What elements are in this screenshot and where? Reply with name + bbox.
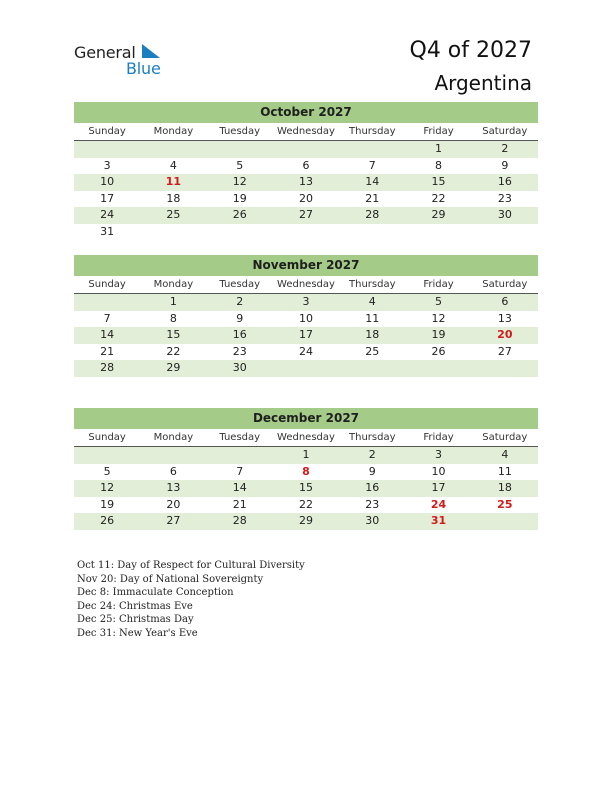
holiday-date-cell: 25 bbox=[497, 497, 513, 511]
date-cell bbox=[339, 141, 405, 158]
week-row bbox=[74, 344, 538, 361]
week-row bbox=[74, 294, 538, 311]
weekday-label: Thursday bbox=[349, 126, 396, 137]
date-cell: 30 bbox=[497, 208, 512, 222]
date-cell bbox=[74, 294, 140, 311]
brand-word-general: General bbox=[74, 43, 136, 62]
date-cell bbox=[74, 447, 140, 464]
date-cell: 14 bbox=[100, 328, 115, 342]
holiday-date-cell: 31 bbox=[430, 514, 447, 528]
date-cell: 30 bbox=[232, 361, 247, 375]
date-cell: 26 bbox=[232, 208, 247, 222]
date-cell: 7 bbox=[103, 311, 111, 325]
month-calendar bbox=[74, 408, 538, 530]
holiday-notes bbox=[77, 559, 305, 640]
date-cell: 27 bbox=[166, 514, 181, 528]
date-cell: 7 bbox=[236, 464, 244, 478]
date-cell: 2 bbox=[368, 448, 376, 461]
date-cell bbox=[405, 224, 471, 241]
date-cell: 7 bbox=[368, 158, 376, 172]
date-cell bbox=[140, 447, 206, 464]
date-cell: 14 bbox=[232, 481, 247, 495]
date-cell: 28 bbox=[232, 514, 247, 528]
month-title: December 2027 bbox=[74, 408, 538, 429]
date-cell: 11 bbox=[365, 311, 380, 325]
date-cell: 20 bbox=[298, 191, 313, 205]
date-cell: 21 bbox=[232, 497, 247, 511]
triangle-flag-icon bbox=[142, 44, 162, 60]
date-cell: 15 bbox=[298, 481, 313, 495]
date-cell: 16 bbox=[497, 175, 512, 189]
date-cell: 27 bbox=[298, 208, 313, 222]
holiday-date-cell: 11 bbox=[165, 175, 182, 189]
weekday-label: Friday bbox=[423, 279, 454, 290]
date-cell bbox=[207, 224, 273, 241]
weekday-header-row bbox=[74, 429, 538, 447]
month-weeks bbox=[74, 141, 538, 241]
brand-logo bbox=[74, 40, 174, 80]
date-cell: 15 bbox=[166, 328, 181, 342]
date-cell: 5 bbox=[435, 295, 443, 308]
date-cell: 9 bbox=[236, 311, 244, 325]
date-cell: 10 bbox=[100, 175, 115, 189]
date-cell: 10 bbox=[431, 464, 446, 478]
date-cell: 6 bbox=[302, 158, 310, 172]
date-cell: 24 bbox=[298, 344, 313, 358]
week-row bbox=[74, 141, 538, 158]
date-cell: 1 bbox=[169, 295, 177, 308]
date-cell bbox=[472, 513, 538, 530]
month-title: November 2027 bbox=[74, 255, 538, 276]
date-cell: 23 bbox=[365, 497, 380, 511]
date-cell: 13 bbox=[497, 311, 512, 325]
month-calendar bbox=[74, 255, 538, 377]
date-cell: 25 bbox=[166, 208, 181, 222]
date-cell: 22 bbox=[431, 191, 446, 205]
date-cell: 22 bbox=[298, 497, 313, 511]
holiday-date-cell: 24 bbox=[430, 497, 447, 511]
holiday-note: Dec 31: New Year's Eve bbox=[77, 627, 198, 639]
week-row bbox=[74, 311, 538, 328]
week-row bbox=[74, 497, 538, 514]
holiday-note: Dec 24: Christmas Eve bbox=[77, 600, 193, 612]
holiday-date-cell: 20 bbox=[497, 328, 513, 342]
date-cell: 1 bbox=[435, 142, 443, 155]
date-cell: 18 bbox=[166, 191, 181, 205]
date-cell: 13 bbox=[166, 481, 181, 495]
week-row bbox=[74, 464, 538, 481]
date-cell bbox=[74, 141, 140, 158]
date-cell: 2 bbox=[236, 295, 244, 308]
weekday-label: Sunday bbox=[88, 432, 126, 443]
weekday-label: Tuesday bbox=[219, 432, 261, 443]
date-cell: 19 bbox=[431, 328, 446, 342]
date-cell: 3 bbox=[435, 448, 443, 461]
date-cell: 19 bbox=[232, 191, 247, 205]
holiday-note: Oct 11: Day of Respect for Cultural Diversity bbox=[77, 560, 305, 571]
date-cell: 6 bbox=[169, 464, 177, 478]
date-cell bbox=[273, 360, 339, 377]
date-cell: 3 bbox=[103, 158, 111, 172]
date-cell: 9 bbox=[501, 158, 509, 172]
date-cell: 17 bbox=[100, 191, 115, 205]
week-row bbox=[74, 174, 538, 191]
date-cell: 21 bbox=[100, 344, 115, 358]
weekday-label: Wednesday bbox=[277, 126, 335, 137]
date-cell: 29 bbox=[431, 208, 446, 222]
date-cell: 9 bbox=[368, 464, 376, 478]
weekday-label: Thursday bbox=[349, 279, 396, 290]
weekday-label: Wednesday bbox=[277, 432, 335, 443]
weekday-label: Saturday bbox=[482, 279, 528, 290]
date-cell: 28 bbox=[100, 361, 115, 375]
date-cell bbox=[140, 141, 206, 158]
week-row bbox=[74, 360, 538, 377]
date-cell: 16 bbox=[365, 481, 380, 495]
weekday-label: Monday bbox=[153, 432, 194, 443]
date-cell: 24 bbox=[100, 208, 115, 222]
weekday-label: Wednesday bbox=[277, 279, 335, 290]
month-title: October 2027 bbox=[74, 102, 538, 123]
date-cell: 4 bbox=[169, 158, 177, 172]
month-weeks bbox=[74, 447, 538, 530]
date-cell: 29 bbox=[298, 514, 313, 528]
weekday-label: Thursday bbox=[349, 432, 396, 443]
date-cell: 26 bbox=[431, 344, 446, 358]
week-row bbox=[74, 224, 538, 241]
country-subtitle: Argentina bbox=[434, 71, 532, 95]
weekday-label: Saturday bbox=[482, 432, 528, 443]
weekday-label: Monday bbox=[153, 279, 194, 290]
date-cell: 15 bbox=[431, 175, 446, 189]
weekday-label: Tuesday bbox=[219, 126, 261, 137]
date-cell bbox=[472, 360, 538, 377]
date-cell: 6 bbox=[501, 295, 509, 308]
date-cell bbox=[273, 141, 339, 158]
date-cell: 13 bbox=[298, 175, 313, 189]
date-cell: 23 bbox=[497, 191, 512, 205]
week-row bbox=[74, 447, 538, 464]
date-cell: 28 bbox=[365, 208, 380, 222]
date-cell: 5 bbox=[103, 464, 111, 478]
weekday-header-row bbox=[74, 123, 538, 141]
date-cell bbox=[339, 224, 405, 241]
week-row bbox=[74, 191, 538, 208]
date-cell: 11 bbox=[497, 464, 512, 478]
date-cell: 18 bbox=[365, 328, 380, 342]
date-cell: 21 bbox=[365, 191, 380, 205]
date-cell: 3 bbox=[302, 295, 310, 308]
date-cell: 19 bbox=[100, 497, 115, 511]
weekday-label: Monday bbox=[153, 126, 194, 137]
weekday-label: Friday bbox=[423, 432, 454, 443]
date-cell: 18 bbox=[497, 481, 512, 495]
date-cell: 4 bbox=[501, 448, 509, 461]
date-cell bbox=[207, 447, 273, 464]
weekday-label: Tuesday bbox=[219, 279, 261, 290]
weekday-label: Saturday bbox=[482, 126, 528, 137]
date-cell bbox=[207, 141, 273, 158]
date-cell bbox=[140, 224, 206, 241]
date-cell: 10 bbox=[298, 311, 313, 325]
date-cell: 29 bbox=[166, 361, 181, 375]
date-cell: 30 bbox=[365, 514, 380, 528]
date-cell: 16 bbox=[232, 328, 247, 342]
date-cell bbox=[273, 224, 339, 241]
date-cell bbox=[472, 224, 538, 241]
date-cell: 31 bbox=[100, 224, 115, 238]
date-cell bbox=[405, 360, 471, 377]
date-cell: 27 bbox=[497, 344, 512, 358]
date-cell: 23 bbox=[232, 344, 247, 358]
date-cell: 8 bbox=[169, 311, 177, 325]
date-cell: 12 bbox=[431, 311, 446, 325]
week-row bbox=[74, 480, 538, 497]
date-cell: 17 bbox=[298, 328, 313, 342]
date-cell: 14 bbox=[365, 175, 380, 189]
month-calendar bbox=[74, 102, 538, 241]
weekday-label: Sunday bbox=[88, 279, 126, 290]
date-cell: 12 bbox=[232, 175, 247, 189]
week-row bbox=[74, 158, 538, 175]
page-title: Q4 of 2027 bbox=[409, 38, 532, 63]
weekday-label: Friday bbox=[423, 126, 454, 137]
date-cell: 1 bbox=[302, 448, 310, 461]
holiday-note: Dec 8: Immaculate Conception bbox=[77, 587, 234, 598]
date-cell: 8 bbox=[435, 158, 443, 172]
date-cell: 2 bbox=[501, 142, 509, 155]
date-cell: 4 bbox=[368, 295, 376, 308]
date-cell bbox=[339, 360, 405, 377]
date-cell: 17 bbox=[431, 481, 446, 495]
holiday-note: Nov 20: Day of National Sovereignty bbox=[77, 573, 264, 585]
date-cell: 12 bbox=[100, 481, 115, 495]
month-weeks bbox=[74, 294, 538, 377]
holiday-date-cell: 8 bbox=[302, 464, 310, 478]
week-row bbox=[74, 207, 538, 224]
date-cell: 20 bbox=[166, 497, 181, 511]
date-cell: 22 bbox=[166, 344, 181, 358]
week-row bbox=[74, 513, 538, 530]
brand-word-blue: Blue bbox=[126, 59, 161, 78]
date-cell: 26 bbox=[100, 514, 115, 528]
week-row bbox=[74, 327, 538, 344]
date-cell: 25 bbox=[365, 344, 380, 358]
weekday-header-row bbox=[74, 276, 538, 294]
holiday-note: Dec 25: Christmas Day bbox=[77, 614, 194, 625]
weekday-label: Sunday bbox=[88, 126, 126, 137]
date-cell: 5 bbox=[236, 158, 244, 172]
